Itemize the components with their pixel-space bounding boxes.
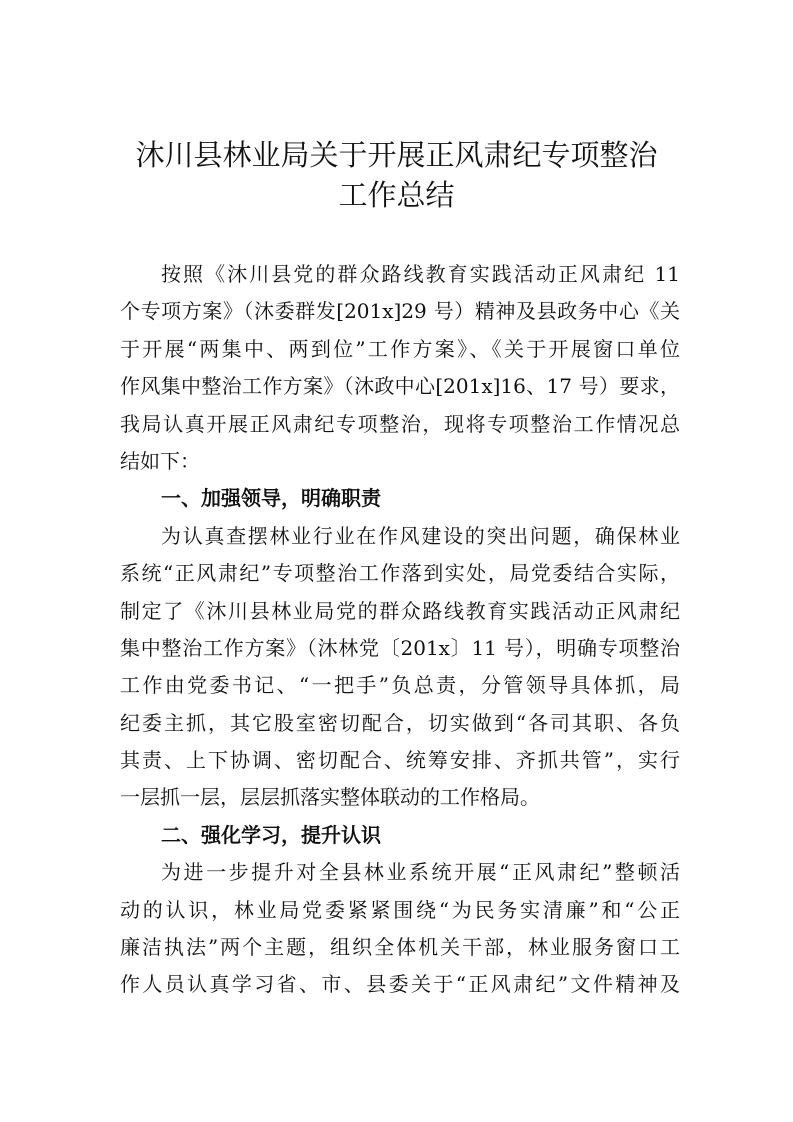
text-line: 结如下： [120,448,200,473]
text-line: 其责、上下协调、密切配合、统筹安排、齐抓共管”，实行 [120,748,680,773]
document-title-line-1: 沐川县林业局关于开展正风肃纪专项整治 [135,138,658,172]
document-body [120,256,680,1004]
text-line: 工作由党委书记、“一把手”负总责，分管领导具体抓，局 [120,673,680,698]
text-line: 我局认真开展正风肃纪专项整治，现将专项整治工作情况总 [120,411,680,436]
text-line: 按照《沐川县党的群众路线教育实践活动正风肃纪 11 [161,262,680,286]
text-line: 制定了《沐川县林业局党的群众路线教育实践活动正风肃纪 [120,598,680,623]
text-line: 为进一步提升对全县林业系统开展“正风肃纪”整顿活 [161,860,680,885]
text-line: 动的认识，林业局党委紧紧围绕“为民务实清廉”和“公正 [120,897,680,922]
text-line: 个专项方案》（沐委群发[201x]29 号）精神及县政务中心《关 [120,299,680,324]
section-heading-2: 二、强化学习，提升认识 [161,822,381,847]
document-title-line-2: 工作总结 [338,178,455,212]
text-line: 集中整治工作方案》（沐林党〔201x〕11 号），明确专项整治 [120,635,680,660]
text-line: 于开展“两集中、两到位”工作方案》、《关于开展窗口单位 [120,336,680,361]
text-line: 一层抓一层，层层抓落实整体联动的工作格局。 [120,785,540,810]
text-line: 廉洁执法”两个主题，组织全体机关干部，林业服务窗口工 [120,935,680,960]
section-2-paragraph [120,854,680,1004]
text-line: 作人员认真学习省、市、县委关于“正风肃纪”文件精神及 [120,972,680,997]
intro-paragraph [120,256,680,480]
text-line: 纪委主抓，其它股室密切配合，切实做到“各司其职、各负 [120,710,680,735]
section-heading-1: 一、加强领导，明确职责 [161,486,381,511]
section-1-paragraph [120,518,680,817]
text-line: 系统“正风肃纪”专项整治工作落到实处，局党委结合实际， [120,561,680,586]
text-line: 为认真查摆林业行业在作风建设的突出问题，确保林业 [161,523,680,548]
text-line: 作风集中整治工作方案》（沐政中心[201x]16、17 号）要求， [120,374,680,399]
